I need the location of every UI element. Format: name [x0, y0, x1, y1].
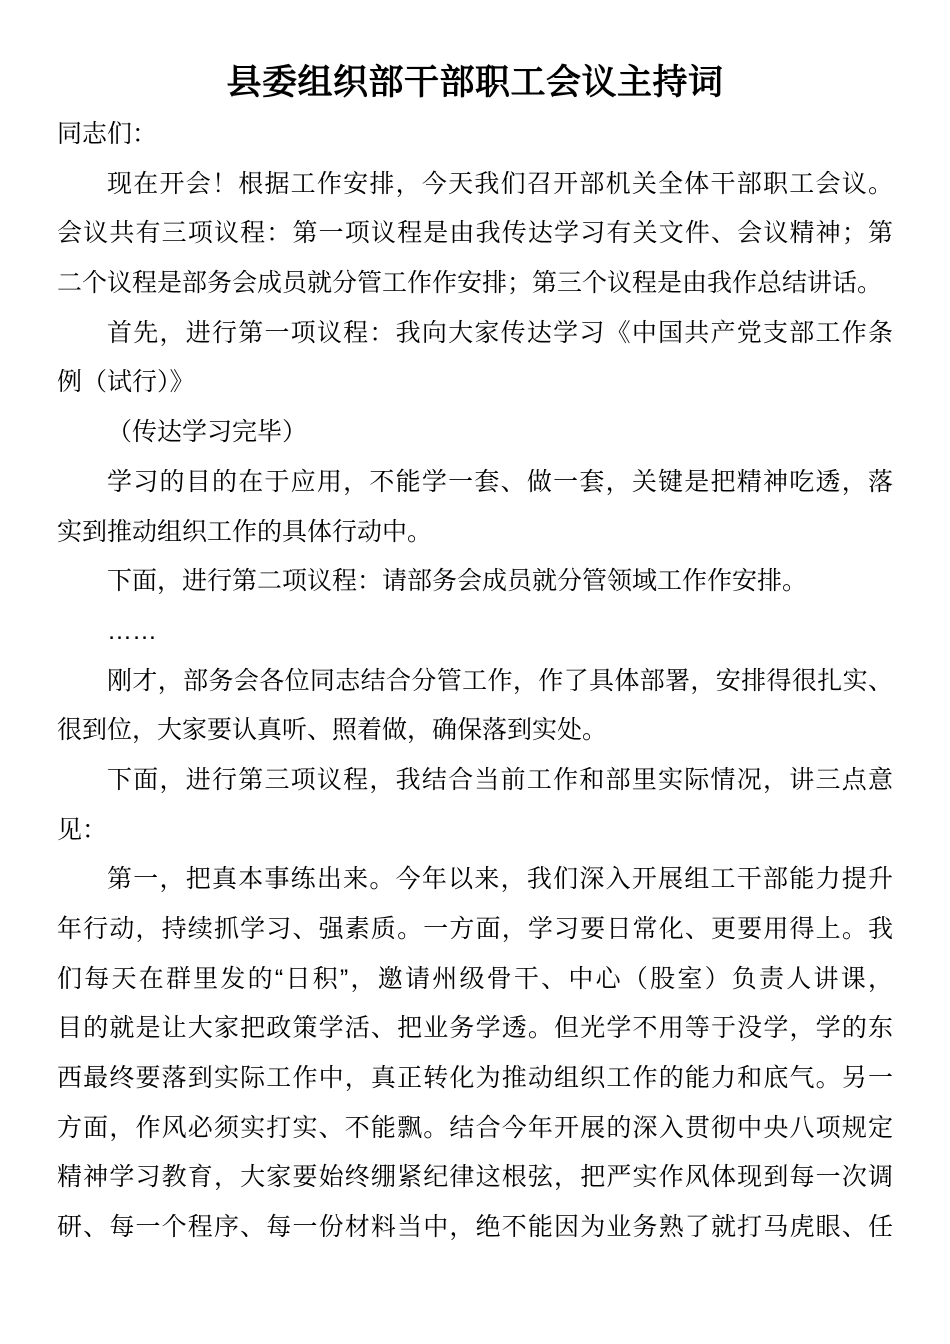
text-line: 例（试行）》	[57, 368, 195, 397]
text-line: 下面，进行第三项议程，我结合当前工作和部里实际情况，讲三点意	[107, 765, 893, 794]
text-line: 二个议程是部务会成员就分管工作作安排；第三个议程是由我作总结讲话。	[57, 269, 883, 298]
text-line: 目的就是让大家把政策学活、把业务学透。但光学不用等于没学，学的东	[57, 1014, 893, 1043]
text-line: 刚才，部务会各位同志结合分管工作，作了具体部署，安排得很扎实、	[107, 666, 893, 695]
text-line: ……	[107, 616, 157, 645]
text-line: 年行动，持续抓学习、强素质。一方面，学习要日常化、更要用得上。我	[57, 915, 893, 943]
text-line: 同志们：	[57, 120, 158, 148]
text-line: 会议共有三项议程：第一项议程是由我传达学习有关文件、会议精神；第	[57, 219, 893, 248]
text-line: 实到推动组织工作的具体行动中。	[57, 517, 433, 546]
text-line: 们每天在群里发的“日积”，邀请州级骨干、中心（股室）负责人讲课，	[57, 964, 893, 993]
text-line: 精神学习教育，大家要始终绷紧纪律这根弦，把严实作风体现到每一次调	[57, 1163, 893, 1192]
text-line: 见：	[57, 815, 108, 844]
text-line: 现在开会！根据工作安排，今天我们召开部机关全体干部职工会议。	[107, 169, 893, 198]
text-line: 下面，进行第二项议程：请部务会成员就分管领域工作作安排。	[107, 567, 808, 596]
text-line: 方面，作风必须实打实、不能飘。结合今年开展的深入贯彻中央八项规定	[57, 1113, 893, 1142]
text-line: 研、每一个程序、每一份材料当中，绝不能因为业务熟了就打马虎眼、任	[57, 1213, 893, 1242]
text-line: 第一，把真本事练出来。今年以来，我们深入开展组工干部能力提升	[107, 865, 893, 894]
document-body	[57, 110, 893, 1253]
text-line: （传达学习完毕）	[107, 418, 308, 447]
text-line: 首先，进行第一项议程：我向大家传达学习《中国共产党支部工作条	[107, 318, 893, 347]
text-line: 很到位，大家要认真听、照着做，确保落到实处。	[57, 716, 608, 745]
text-line: 西最终要落到实际工作中，真正转化为推动组织工作的能力和底气。另一	[57, 1064, 893, 1093]
document-title: 县委组织部干部职工会议主持词	[226, 63, 724, 102]
text-line: 学习的目的在于应用，不能学一套、做一套，关键是把精神吃透，落	[107, 467, 893, 496]
